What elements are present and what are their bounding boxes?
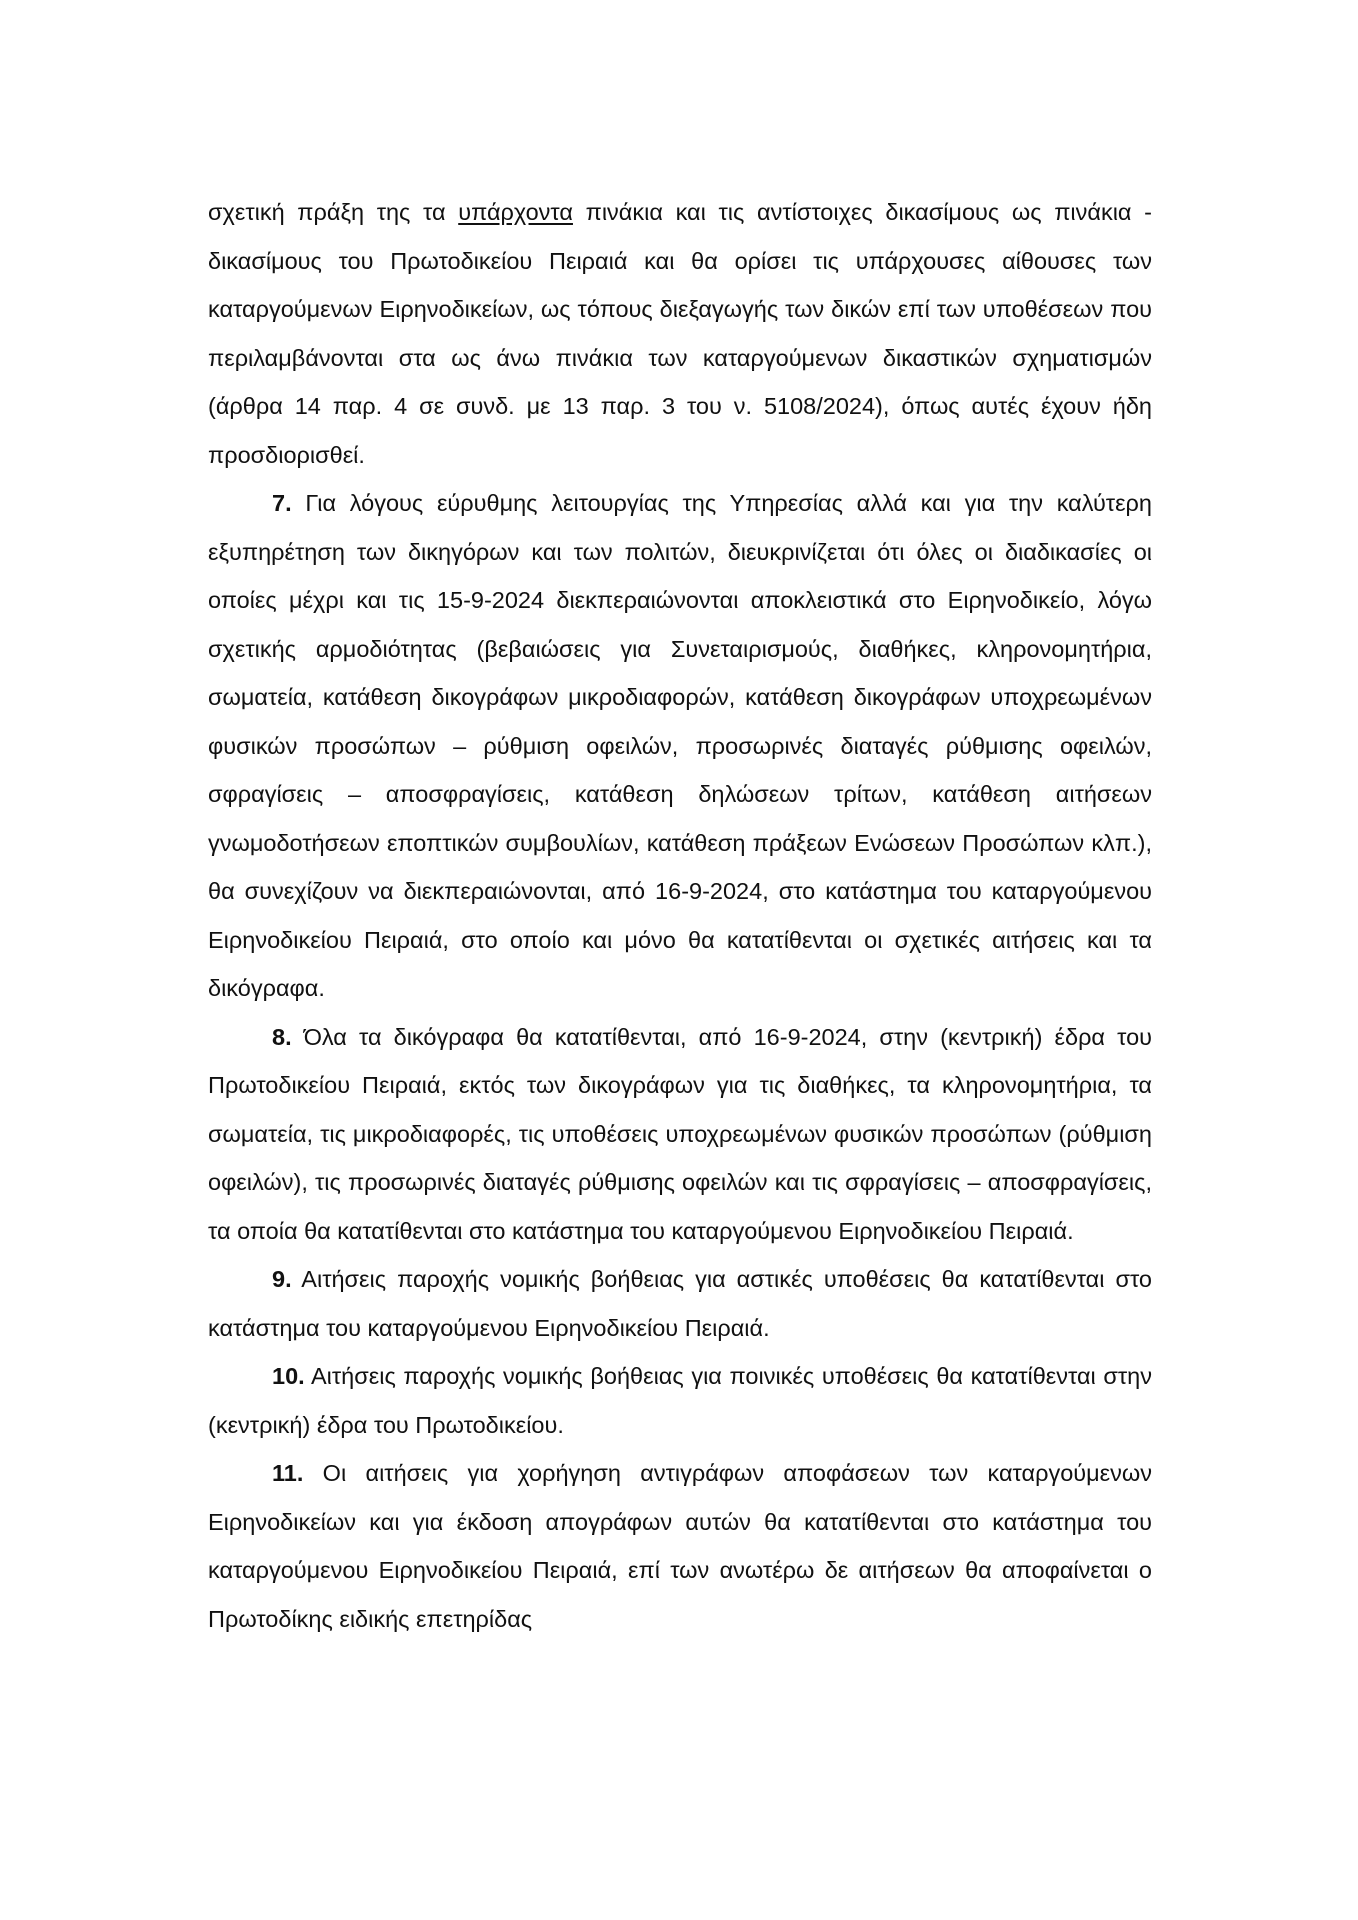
paragraph-6-text-end: πινάκια και τις αντίστοιχες δικασίμους ως πινάκια - δικασίμους του Πρωτοδικείου Πειραιά και θα ορίσει τις υπάρχουσες αίθουσες των καταργούμενων Ειρηνοδικείων, ως τόπους διεξαγωγής των δικών επί των υποθέσεων που περιλαμβάνονται στα ως άνω πινάκια των καταργούμενων δικαστικών σχηματισμών (άρθρα 14 παρ. 4 σε συνδ. με 13 παρ. 3 του ν. 5108/2024), όπως αυτές έχουν ήδη προσδιορισθεί. — [208, 199, 1152, 468]
paragraph-6-underlined-word: υπάρχοντα — [458, 199, 573, 225]
paragraph-6-text-start: σχετική πράξη της τα — [208, 199, 459, 225]
paragraph-10-number: 10. — [272, 1363, 305, 1389]
paragraph-9-number: 9. — [272, 1266, 292, 1292]
paragraph-6-continued — [208, 188, 1152, 479]
paragraph-9-text: Αιτήσεις παροχής νομικής βοήθειας για αστικές υποθέσεις θα κατατίθενται στο κατάστημα του καταργούμενου Ειρηνοδικείου Πειραιά. — [208, 1266, 1152, 1341]
paragraph-11-text: Οι αιτήσεις για χορήγηση αντιγράφων αποφάσεων των καταργούμενων Ειρηνοδικείων και για έκδοση απογράφων αυτών θα κατατίθενται στο κατάστημα του καταργούμενου Ειρηνοδικείου Πειραιά, επί των ανωτέρω δε αιτήσεων θα αποφαίνεται ο Πρωτοδίκης ειδικής επετηρίδας — [208, 1460, 1152, 1632]
paragraph-11 — [208, 1449, 1152, 1643]
paragraph-7 — [208, 479, 1152, 1013]
paragraph-9 — [208, 1255, 1152, 1352]
paragraph-7-text: Για λόγους εύρυθμης λειτουργίας της Υπηρεσίας αλλά και για την καλύτερη εξυπηρέτηση των δικηγόρων και των πολιτών, διευκρινίζεται ότι όλες οι διαδικασίες οι οποίες μέχρι και τις 15-9-2024 διεκπεραιώνονται αποκλειστικά στο Ειρηνοδικείο, λόγω σχετικής αρμοδιότητας (βεβαιώσεις για Συνεταιρισμούς, διαθήκες, κληρονομητήρια, σωματεία, κατάθεση δικογράφων μικροδιαφορών, κατάθεση δικογράφων υποχρεωμένων φυσικών προσώπων – ρύθμιση οφειλών, προσωρινές διαταγές ρύθμισης οφειλών, σφραγίσεις – αποσφραγίσεις, κατάθεση δηλώσεων τρίτων, κατάθεση αιτήσεων γνωμοδοτήσεων εποπτικών συμβουλίων, κατάθεση πράξεων Ενώσεων Προσώπων κλπ.), θα συνεχίζουν να διεκπεραιώνονται, από 16-9-2024, στο κατάστημα του καταργούμενου Ειρηνοδικείου Πειραιά, στο οποίο και μόνο θα κατατίθενται οι σχετικές αιτήσεις και τα δικόγραφα. — [208, 490, 1152, 1001]
paragraph-8 — [208, 1013, 1152, 1256]
document-body — [208, 188, 1152, 1643]
paragraph-7-number: 7. — [272, 490, 292, 516]
paragraph-10 — [208, 1352, 1152, 1449]
paragraph-8-number: 8. — [272, 1023, 292, 1050]
paragraph-11-number: 11. — [272, 1460, 304, 1486]
paragraph-10-text: Αιτήσεις παροχής νομικής βοήθειας για ποινικές υποθέσεις θα κατατίθενται στην (κεντρική) έδρα του Πρωτοδικείου. — [208, 1363, 1152, 1438]
paragraph-8-text: Όλα τα δικόγραφα θα κατατίθενται, από 16-9-2024, στην (κεντρική) έδρα του Πρωτοδικείου Πειραιά, εκτός των δικογράφων για τις διαθήκες, τα κληρονομητήρια, τα σωματεία, τις μικροδιαφορές, τις υποθέσεις υποχρεωμένων φυσικών προσώπων (ρύθμιση οφειλών), τις προσωρινές διαταγές ρύθμισης οφειλών και τις σφραγίσεις – αποσφραγίσεις, τα οποία θα κατατίθενται στο κατάστημα του καταργούμενου Ειρηνοδικείου Πειραιά. — [208, 1023, 1152, 1244]
